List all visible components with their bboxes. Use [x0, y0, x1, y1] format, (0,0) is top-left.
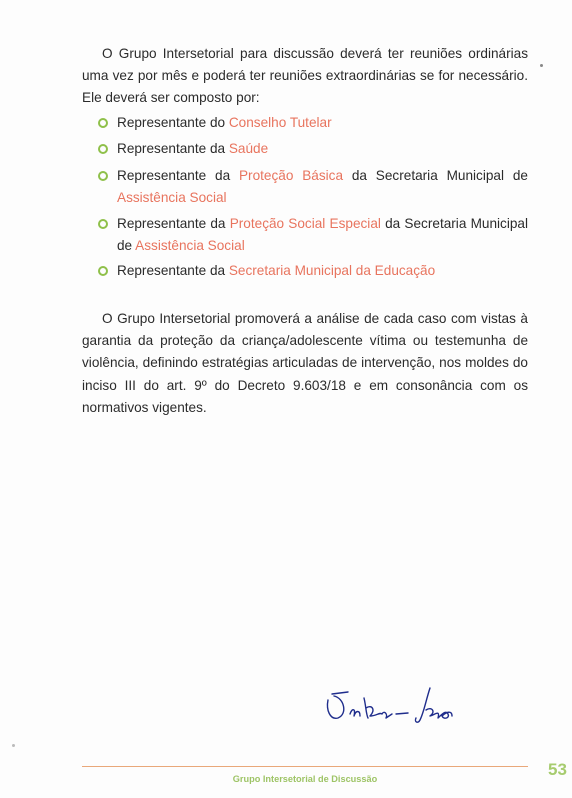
- intro-paragraph: [82, 43, 528, 110]
- member-highlight: Assistência Social: [135, 238, 245, 254]
- member-item-conselho-tutelar: Representante do Conselho Tutelar: [98, 112, 528, 134]
- bullet-circle-icon: [98, 118, 108, 128]
- scan-speck: [540, 64, 543, 67]
- members-list: [98, 112, 528, 287]
- member-highlight: Proteção Básica: [238, 167, 344, 183]
- member-item-protecao-basica: Representante da Proteção Básica da Secretaria Municipal de Assistência Social: [98, 165, 528, 210]
- bullet-circle-icon: [98, 144, 108, 154]
- member-item-protecao-especial: Representante da Proteção Social Especial da Secretaria Municipal de Assistência Social: [98, 213, 528, 258]
- member-highlight: Saúde: [228, 141, 269, 157]
- member-highlight: Assistência Social: [117, 190, 227, 206]
- member-highlight: Conselho Tutelar: [228, 115, 332, 130]
- scan-speck: [12, 744, 15, 747]
- footer-title: Grupo Intersetorial de Discussão: [232, 774, 378, 784]
- bullet-circle-icon: [98, 266, 108, 276]
- member-highlight: Secretaria Municipal da Educação: [228, 263, 436, 279]
- bullet-circle-icon: [98, 171, 108, 181]
- member-item-saude: Representante da Saúde: [98, 138, 528, 160]
- closing-text: O Grupo Intersetorial promoverá a análise de cada caso com vistas à garantia da proteção da criança/adolescente vítima ou testemunha de violência, definindo estratégias articuladas de intervenção, nos moldes do inciso III do art. 9º do Decreto 9.603/18 e em consonância com os normativos vigentes.: [82, 310, 528, 416]
- closing-paragraph: [82, 308, 528, 420]
- page-number: 53: [548, 760, 567, 779]
- member-highlight: Proteção Social Especial: [229, 215, 381, 231]
- footer-rule: [82, 766, 528, 767]
- intro-text: O Grupo Intersetorial para discussão deverá ter reuniões ordinárias uma vez por mês e poderá ter reuniões extraordinárias se for necessário. Ele deverá ser composto por:: [82, 45, 528, 106]
- handwritten-signature: [322, 680, 472, 730]
- member-item-educacao: Representante da Secretaria Municipal da Educação: [98, 260, 528, 282]
- bullet-circle-icon: [98, 219, 108, 229]
